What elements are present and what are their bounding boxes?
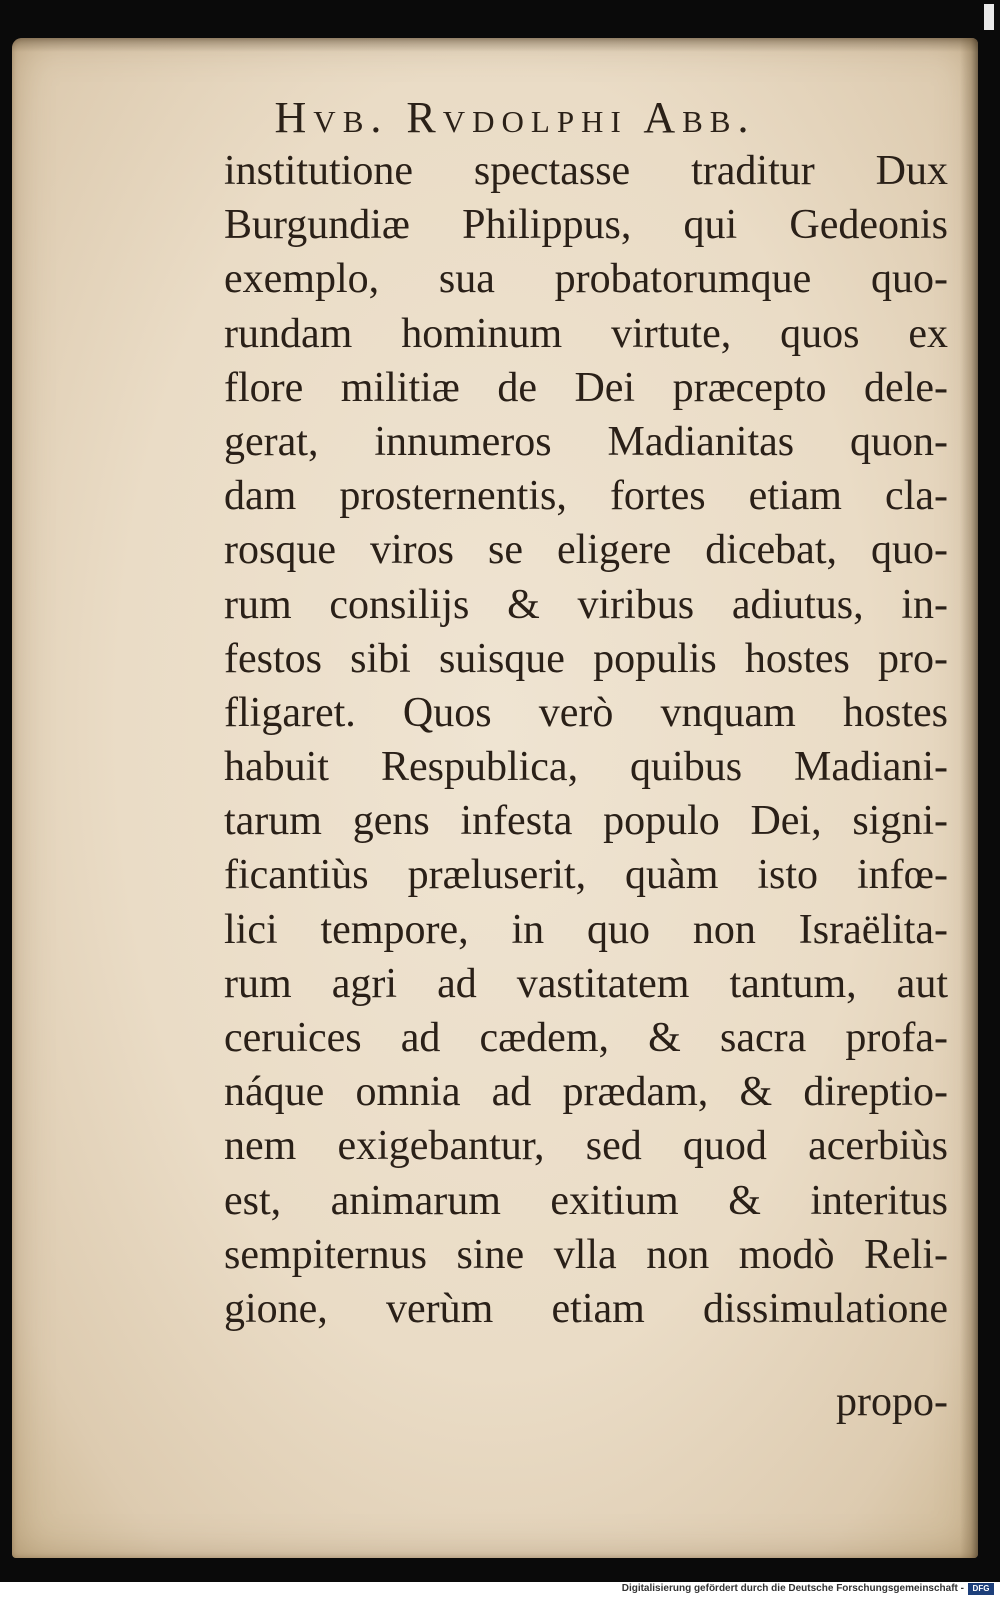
text-line: habuit Respublica, quibus Madiani- <box>224 744 948 791</box>
text-line: ficantiùs præluserit, quàm isto infœ- <box>224 852 948 899</box>
text-line: exemplo, sua probatorumque quo- <box>224 256 948 303</box>
text-line: rosque viros se eligere dicebat, quo- <box>224 527 948 574</box>
text-line: gerat, innumeros Madianitas quon- <box>224 418 948 465</box>
book-page <box>12 38 978 1558</box>
text-line: dam prosternentis, fortes etiam cla- <box>224 473 948 520</box>
funding-credit: Digitalisierung gefördert durch die Deutsche Forschungsgemeinschaft - <box>621 1583 964 1594</box>
scan-edge-marker <box>984 4 994 30</box>
page-shadow-right <box>960 38 978 1558</box>
running-head: Hvb. Rvdolphi Abb. <box>274 93 756 142</box>
text-line: rum consilijs & viribus adiutus, in- <box>224 581 948 628</box>
text-line: institutione spectasse traditur Dux <box>224 148 948 194</box>
text-line: náque omnia ad prædam, & direptio- <box>224 1069 948 1116</box>
text-line: lici tempore, in quo non Israëlita- <box>224 906 948 953</box>
text-line: tarum gens infesta populo Dei, signi- <box>224 798 948 845</box>
text-line: gione, verùm etiam dissimulatione <box>224 1285 948 1332</box>
text-line: nem exigebantur, sed quod acerbiùs <box>224 1123 948 1170</box>
text-line: est, animarum exitium & interitus <box>224 1177 948 1224</box>
dfg-logo: DFG <box>968 1583 994 1595</box>
text-line: fligaret. Quos verò vnquam hostes <box>224 689 948 736</box>
text-line: rum agri ad vastitatem tantum, aut <box>224 960 948 1007</box>
page-shadow-top <box>12 38 978 52</box>
text-line: ceruices ad cædem, & sacra profa- <box>224 1015 948 1061</box>
text-line: flore militiæ de Dei præcepto dele- <box>224 364 948 411</box>
text-line: Burgundiæ Philippus, qui Gedeonis <box>224 202 948 249</box>
text-block <box>224 144 948 1336</box>
text-line: sempiternus sine vlla non modò Reli- <box>224 1231 948 1278</box>
catchword: propo- <box>836 1379 948 1425</box>
text-line: rundam hominum virtute, quos ex <box>224 310 948 357</box>
text-line: festos sibi suisque populis hostes pro- <box>224 635 948 682</box>
